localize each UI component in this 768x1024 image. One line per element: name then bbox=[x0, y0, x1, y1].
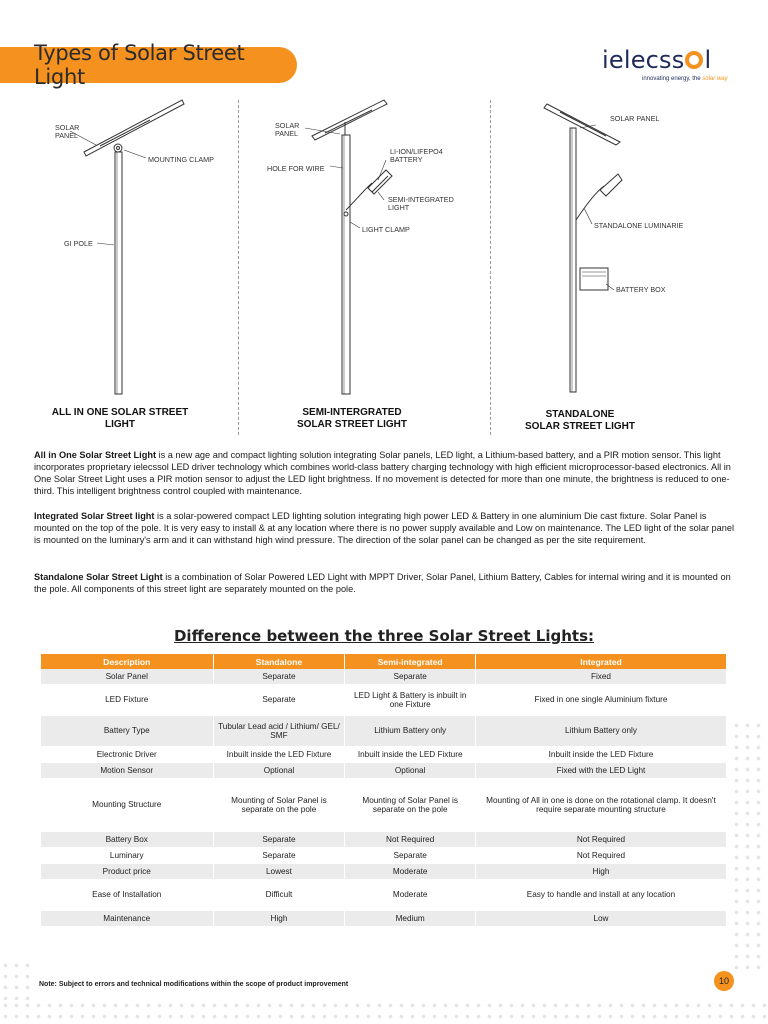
page-title: Types of Solar Street Light bbox=[34, 41, 245, 89]
cell-description: Solar Panel bbox=[41, 669, 213, 684]
table-row bbox=[41, 910, 727, 926]
cell-integrated: Easy to handle and install at any location bbox=[475, 879, 726, 910]
paragraph-standalone: Standalone Solar Street Light is a combination of Solar Powered LED Light with MPPT Driver, Solar Panel, Lithium Battery, Cables for internal wiring and it is mounted on the pole. All components of this street light are separately mounted on the pole. bbox=[34, 572, 731, 594]
cell-standalone: Separate bbox=[213, 847, 345, 863]
logo-wordmark: ielecss l bbox=[602, 46, 712, 74]
sun-icon bbox=[685, 51, 703, 69]
cell-standalone: Separate bbox=[213, 669, 345, 684]
cell-standalone: High bbox=[213, 910, 345, 926]
street-light-diagrams bbox=[0, 95, 768, 440]
svg-text:BATTERY BOX: BATTERY BOX bbox=[616, 285, 666, 294]
decorative-dots bbox=[0, 960, 30, 1000]
comparison-table bbox=[41, 654, 727, 927]
cell-description: Product price bbox=[41, 863, 213, 879]
cell-integrated: Lithium Battery only bbox=[475, 715, 726, 746]
standalone-drawing bbox=[544, 104, 622, 392]
caption-all-in-one: ALL IN ONE SOLAR STREET LIGHT bbox=[51, 407, 189, 430]
table-row bbox=[41, 715, 727, 746]
cell-integrated: Mounting of All in one is done on the rotational clamp. It doesn't require separate mounting structure bbox=[475, 778, 726, 831]
svg-text:STANDALONE LUMINARIE: STANDALONE LUMINARIE bbox=[594, 221, 684, 230]
svg-text:LIGHT CLAMP: LIGHT CLAMP bbox=[362, 225, 410, 234]
comparison-title: Difference between the three Solar Street Lights: bbox=[173, 627, 594, 645]
cell-description: Battery Type bbox=[41, 715, 213, 746]
cell-standalone: Difficult bbox=[213, 879, 345, 910]
header-integrated: Integrated bbox=[475, 654, 726, 669]
cell-description: Maintenance bbox=[41, 910, 213, 926]
cell-standalone: Inbuilt inside the LED Fixture bbox=[213, 746, 345, 762]
header-standalone: Standalone bbox=[213, 654, 345, 669]
caption-semi-integrated: SEMI-INTERGRATED SOLAR STREET LIGHT bbox=[297, 407, 407, 430]
decorative-dots bbox=[0, 1000, 768, 1024]
svg-text:PANEL: PANEL bbox=[55, 131, 79, 140]
cell-integrated: Inbuilt inside the LED Fixture bbox=[475, 746, 726, 762]
table-row bbox=[41, 684, 727, 715]
paragraph-integrated: Integrated Solar Street light is a solar-powered compact LED lighting solution integrating high power LED & Battery in one aluminium Die cast fixture. Solar Panel is mounted on the top of the pole. It is very easy to install & at any location where there is no power supply available and Low on maintenance. The LED light of the solar panel is mounted on the luminary's arm and it can withstand high wind pressure. The direction of the solar panel can be changed as per the site requirement. bbox=[34, 511, 735, 545]
svg-text:SOLAR PANEL: SOLAR PANEL bbox=[610, 114, 660, 123]
cell-integrated: Not Required bbox=[475, 831, 726, 847]
cell-semi-integrated: Lithium Battery only bbox=[345, 715, 476, 746]
cell-semi-integrated: Inbuilt inside the LED Fixture bbox=[345, 746, 476, 762]
svg-text:MOUNTING CLAMP: MOUNTING CLAMP bbox=[148, 155, 214, 164]
cell-semi-integrated: Optional bbox=[345, 762, 476, 778]
cell-semi-integrated: Not Required bbox=[345, 831, 476, 847]
caption-standalone: STANDALONE SOLAR STREET LIGHT bbox=[525, 409, 635, 432]
cell-integrated: Not Required bbox=[475, 847, 726, 863]
cell-description: Motion Sensor bbox=[41, 762, 213, 778]
table-row bbox=[41, 831, 727, 847]
table-row bbox=[41, 669, 727, 684]
cell-description: Battery Box bbox=[41, 831, 213, 847]
cell-standalone: Mounting of Solar Panel is separate on the pole bbox=[213, 778, 345, 831]
table-header-row bbox=[41, 654, 727, 669]
cell-semi-integrated: Mounting of Solar Panel is separate on the pole bbox=[345, 778, 476, 831]
table-row bbox=[41, 847, 727, 863]
svg-text:GI POLE: GI POLE bbox=[64, 239, 93, 248]
cell-description: Electronic Driver bbox=[41, 746, 213, 762]
cell-standalone: Separate bbox=[213, 684, 345, 715]
header-semi-integrated: Semi-integrated bbox=[345, 654, 476, 669]
cell-standalone: Tubular Lead acid / Lithium/ GEL/ SMF bbox=[213, 715, 345, 746]
logo-tagline: innovating energy, the solar way bbox=[642, 76, 728, 82]
table-row bbox=[41, 762, 727, 778]
svg-text:LI-ION/LIFEPO4: LI-ION/LIFEPO4 bbox=[390, 147, 443, 156]
cell-semi-integrated: Medium bbox=[345, 910, 476, 926]
svg-text:SOLAR: SOLAR bbox=[275, 121, 300, 130]
paragraph-all-in-one: All in One Solar Street Light is a new age and compact lighting solution integrating Solar panels, LED light, a Lithium-based battery, and a PIR motion sensor. This light incorporates proprietary ielecssol LED driver technology which combines world-class battery charging technology with high efficient microprocessor-based electronics. All in One Solar Street Light uses a PIR motion sensor to adjust the LED light brightness. If no movement is detected for more than one minute, the brightness is reduced to one-third. This intelligent brightness control coupled with maintenance. bbox=[34, 450, 731, 496]
cell-standalone: Optional bbox=[213, 762, 345, 778]
cell-semi-integrated: Separate bbox=[345, 847, 476, 863]
page-number: 10 bbox=[714, 971, 734, 991]
cell-standalone: Separate bbox=[213, 831, 345, 847]
company-logo bbox=[602, 46, 742, 90]
footer-note: Note: Subject to errors and technical modifications within the scope of product improvement bbox=[39, 981, 349, 988]
header-description: Description bbox=[41, 654, 213, 669]
cell-semi-integrated: Moderate bbox=[345, 863, 476, 879]
svg-text:PANEL: PANEL bbox=[275, 129, 299, 138]
cell-semi-integrated: LED Light & Battery is inbuilt in one Fixture bbox=[345, 684, 476, 715]
table-row bbox=[41, 746, 727, 762]
svg-text:LIGHT: LIGHT bbox=[388, 203, 410, 212]
table-row bbox=[41, 778, 727, 831]
page-title-bar bbox=[0, 41, 297, 89]
cell-integrated: High bbox=[475, 863, 726, 879]
cell-integrated: Fixed with the LED Light bbox=[475, 762, 726, 778]
decorative-dots bbox=[731, 720, 767, 970]
cell-semi-integrated: Moderate bbox=[345, 879, 476, 910]
svg-text:BATTERY: BATTERY bbox=[390, 155, 423, 164]
cell-integrated: Fixed bbox=[475, 669, 726, 684]
cell-standalone: Lowest bbox=[213, 863, 345, 879]
table-row bbox=[41, 863, 727, 879]
cell-description: LED Fixture bbox=[41, 684, 213, 715]
cell-integrated: Low bbox=[475, 910, 726, 926]
svg-text:SOLAR: SOLAR bbox=[55, 123, 80, 132]
semi-integrated-drawing bbox=[305, 100, 392, 394]
cell-description: Luminary bbox=[41, 847, 213, 863]
cell-semi-integrated: Separate bbox=[345, 669, 476, 684]
svg-text:SEMI-INTEGRATED: SEMI-INTEGRATED bbox=[388, 195, 454, 204]
svg-text:HOLE FOR WIRE: HOLE FOR WIRE bbox=[267, 164, 325, 173]
cell-integrated: Fixed in one single Aluminium fixture bbox=[475, 684, 726, 715]
table-row bbox=[41, 879, 727, 910]
cell-description: Ease of Installation bbox=[41, 879, 213, 910]
cell-description: Mounting Structure bbox=[41, 778, 213, 831]
